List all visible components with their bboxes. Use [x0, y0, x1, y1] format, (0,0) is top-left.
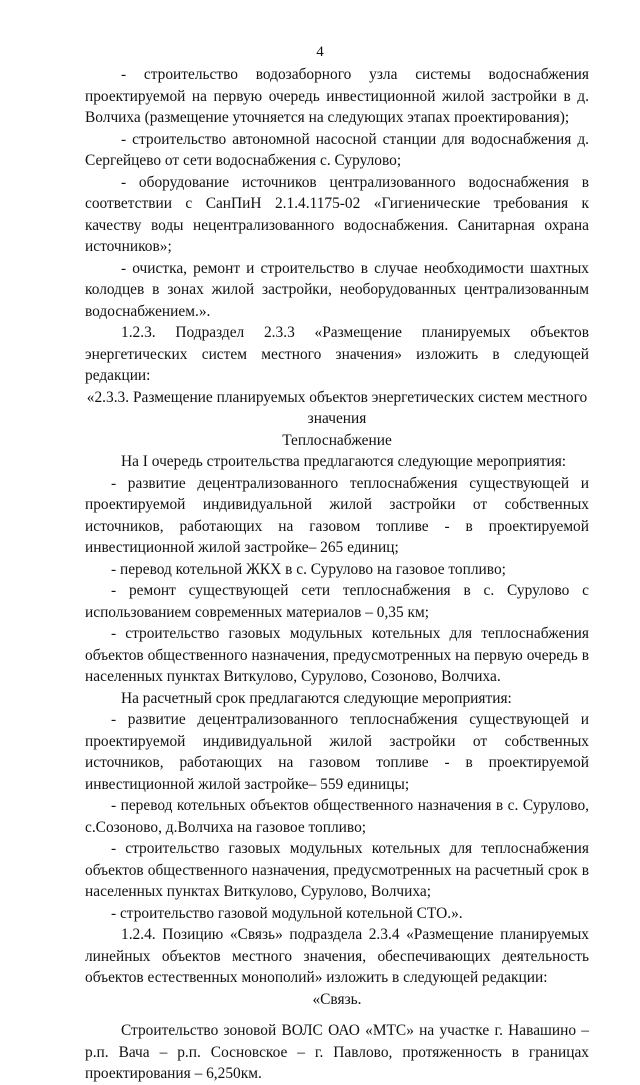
paragraph-1-2-4: 1.2.4. Позицию «Связь» подраздела 2.3.4 «Размещение планируемых линейных объектов местного значения, обеспечивающих деятельность объектов естественных монополий» изложить в следующей редакции: [85, 926, 589, 986]
paragraph-water-intake: - строительство водозаборного узла системы водоснабжения проектируемой на первую очередь инвестиционной жилой застройки в д. Волчиха (размещение уточняется на следующих этапах проектирования); [85, 66, 589, 126]
paragraph-first-stage-intro: На I очередь строительства предлагаются следующие мероприятия: [121, 453, 567, 470]
document-body [85, 64, 589, 1085]
paragraph-settlement-item-4: - строительство газовой модульной котельной СТО.». [111, 904, 463, 922]
paragraph-wells: - очистка, ремонт и строительство в случае необходимости шахтных колодцев в зонах жилой застройки, необорудованных централизованным водоснабжением.». [85, 259, 589, 320]
paragraph-settlement-term-intro: На расчетный срок предлагаются следующие мероприятия: [121, 689, 512, 707]
paragraph-settlement-item-1: - развитие децентрализованного теплоснабжения существующей и проектируемой индивидуальной жилой застройки от собственных источников, работающих на газовом топливе - в проектируемой инвестиционной жилой застройке– 559 единицы; [85, 711, 589, 793]
paragraph-1-2-3: 1.2.3. Подраздел 2.3.3 «Размещение планируемых объектов энергетических систем местного значения» изложить в следующей редакции: [85, 324, 589, 384]
paragraph-settlement-item-3: - строительство газовых модульных котельных для теплоснабжения объектов общественного назначения, предусмотренных на расчетный срок в населенных пунктах Виткулово, Сурулово, Волчиха; [85, 840, 589, 900]
page-number: 4 [316, 44, 324, 60]
paragraph-pump-station: - строительство автономной насосной станции для водоснабжения д. Сергейцево от сети водоснабжения с. Сурулово; [85, 130, 589, 169]
paragraph-settlement-item-2: - перевод котельных объектов общественного назначения в с. Сурулово, с.Созоново, д.Волчиха на газовое топливо; [85, 797, 589, 836]
paragraph-first-stage-item-3: - ремонт существующей сети теплоснабжения в с. Сурулово с использованием современных материалов – 0,35 км; [85, 582, 589, 621]
paragraph-first-stage-item-2: - перевод котельной ЖКХ в с. Сурулово на газовое топливо; [111, 560, 506, 578]
subheading-communication: «Связь. [312, 990, 362, 1008]
paragraph-first-stage-item-4: - строительство газовых модульных котельных для теплоснабжения объектов общественного назначения, предусмотренных на первую очередь в населенных пунктах Виткулово, Сурулово, Созоново, Волчиха. [85, 625, 589, 685]
paragraph-first-stage-item-1: - развитие децентрализованного теплоснабжения существующей и проектируемой индивидуальной жилой застройки от собственных источников, работающих на газовом топливе - в проектируемой инвестиционной жилой застройке– 265 единиц; [85, 474, 589, 556]
subheading-heat-supply: Теплоснабжение [282, 431, 392, 449]
paragraph-fiber-line: Строительство зоновой ВОЛС ОАО «МТС» на участке г. Навашино – р.п. Вача – р.п. Сосновское – г. Павлово, протяженность в границах проектирования – 6,250км. [85, 1022, 589, 1082]
section-heading-2-3-3: «2.3.3. Размещение планируемых объектов энергетических систем местного значения [86, 388, 588, 427]
paragraph-water-sources: - оборудование источников централизованного водоснабжения в соответствии с СанПиН 2.1.4.1175-02 «Гигиенические требования к качеству воды нецентрализованного водоснабжения. Санитарная охрана источников»; [85, 173, 589, 255]
